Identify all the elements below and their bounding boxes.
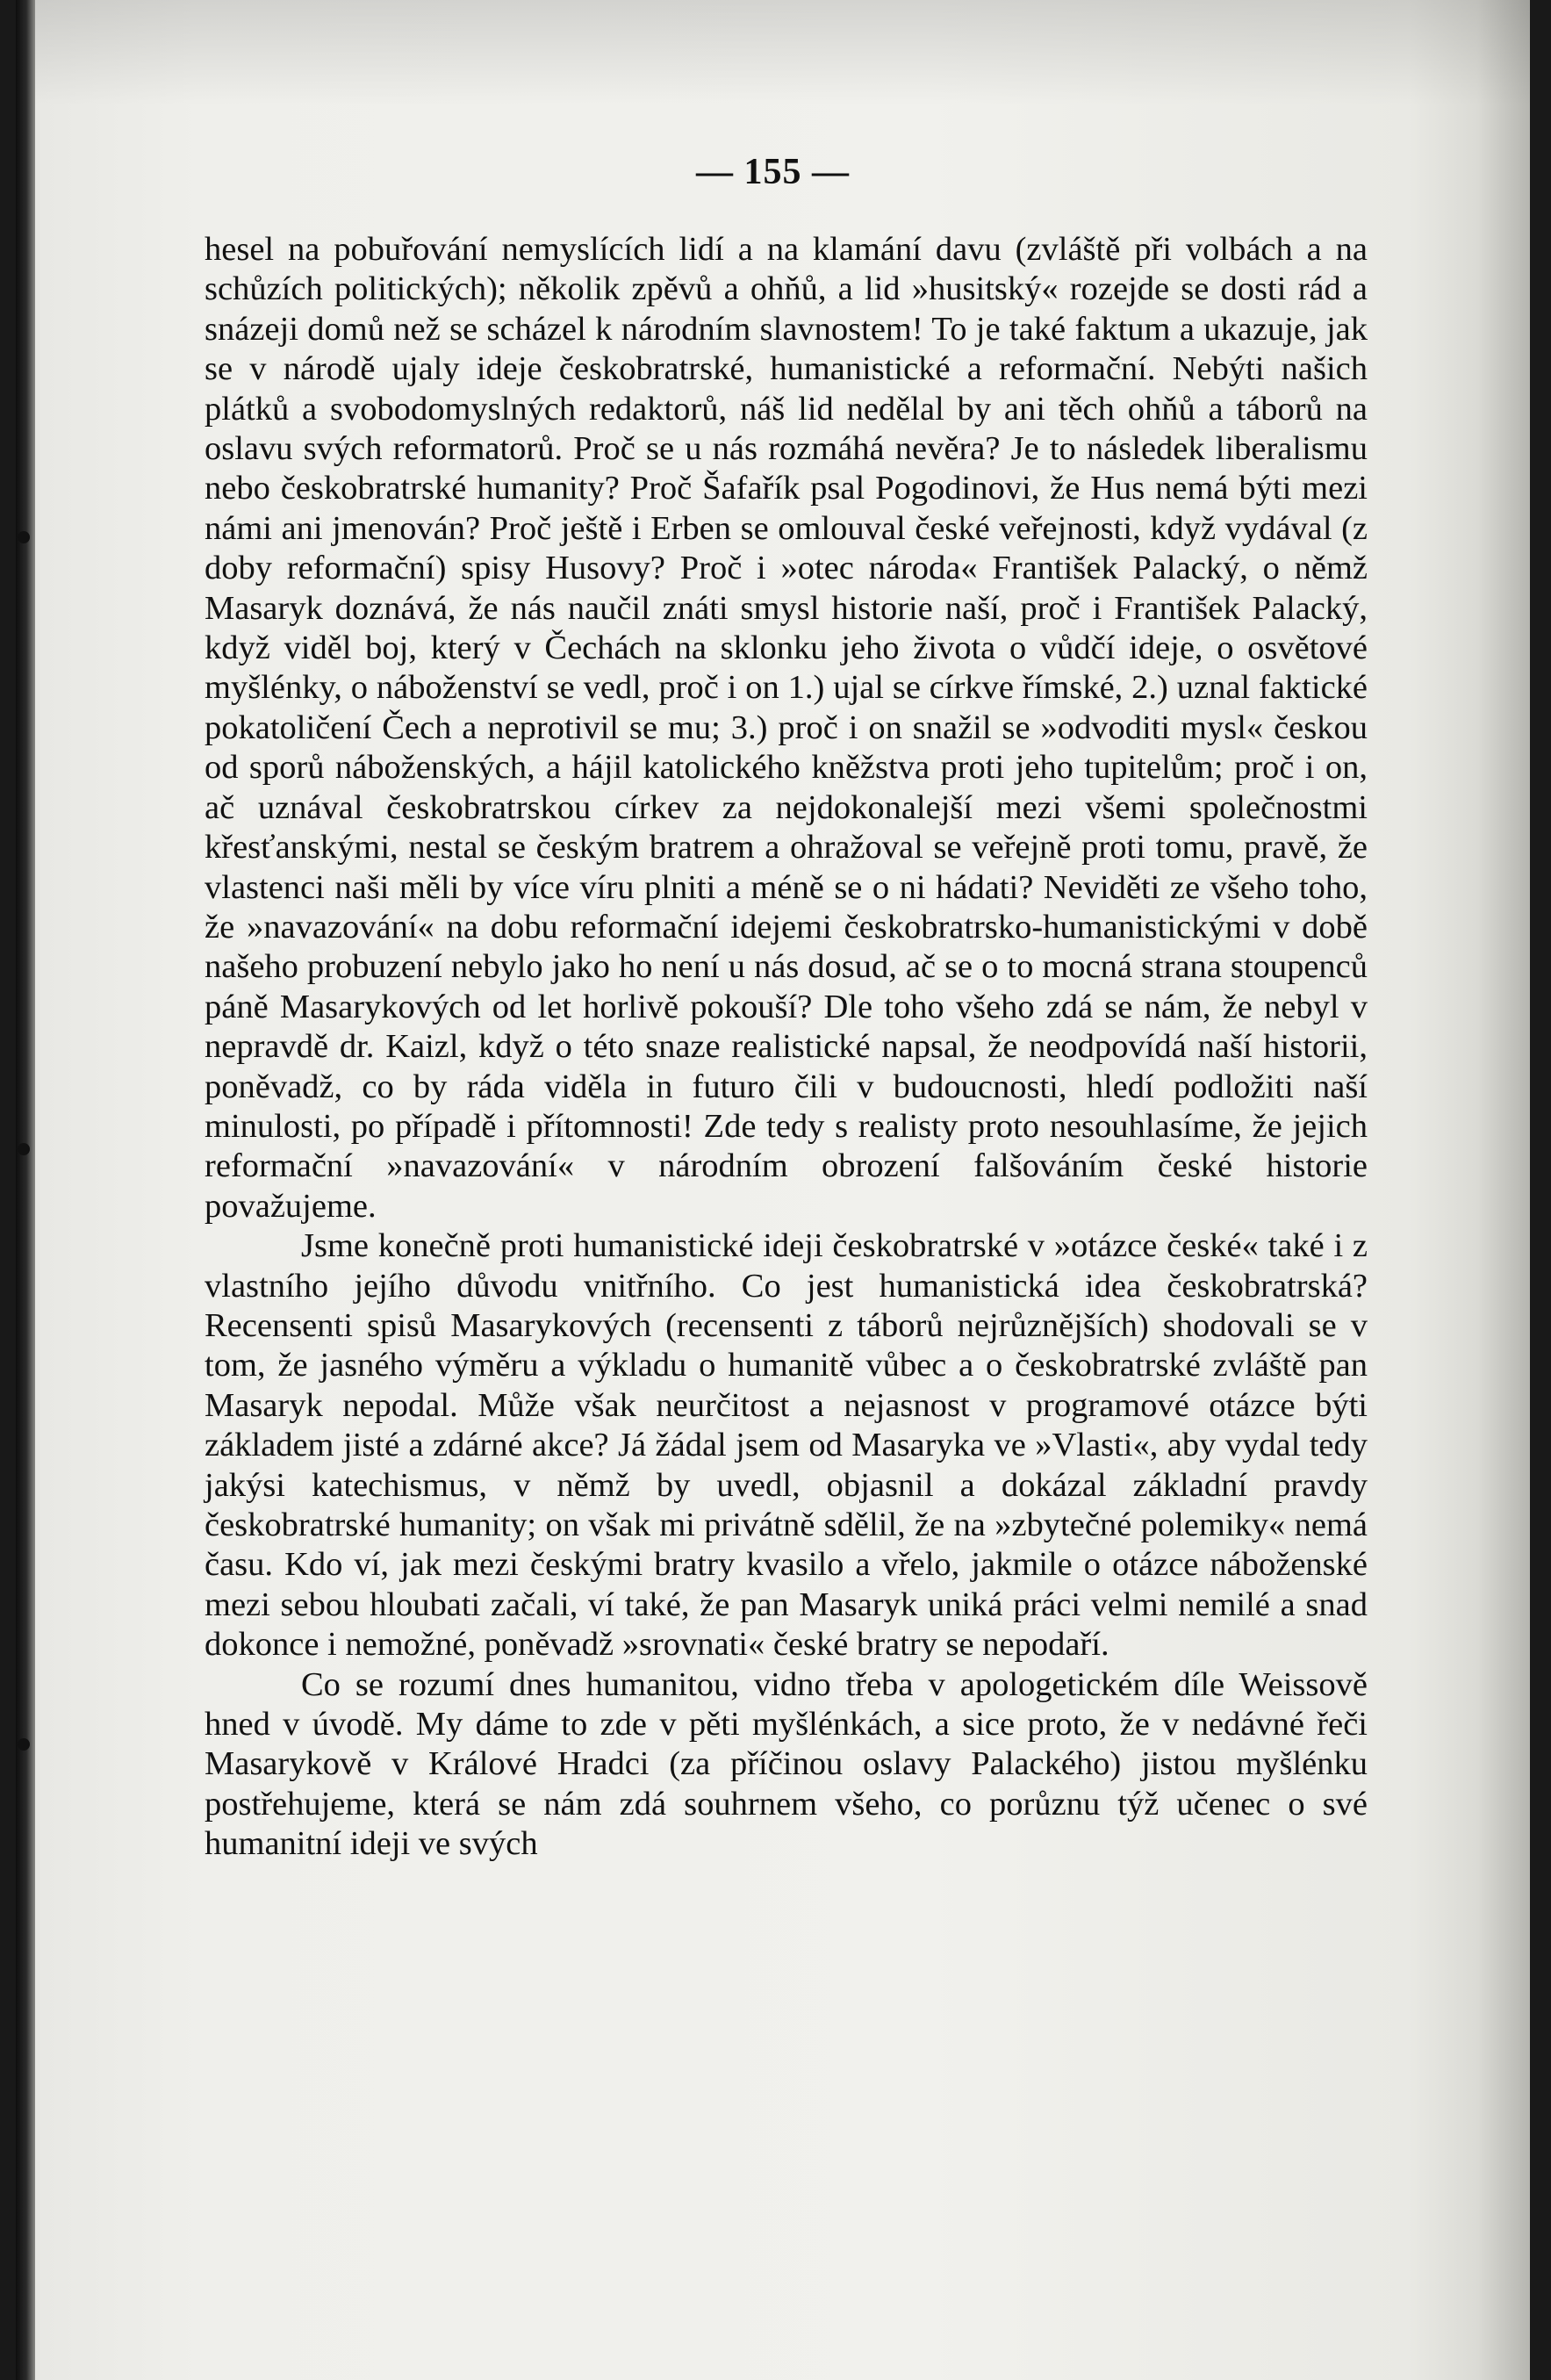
- binding-hole-mark: [18, 1143, 30, 1155]
- paragraph-2: Jsme konečně proti humanistické ideji českobratrské v »otázce české« také i z vlastního jejího důvodu vnitřního. Co jest humanistická idea českobratrská? Recensenti spisů Masarykových (recensenti z táborů nejrůznějších) shodovali se v tom, že jasného výměru a výkladu o humanitě vůbec a o českobratrské zvláště pan Masaryk nepodal. Může však neurčitost a nejasnost v programové otázce býti základem jisté a zdárné akce? Já žádal jsem od Masaryka ve »Vlasti«, aby vydal tedy jakýsi katechismus, v němž by uvedl, objasnil a dokázal základní pravdy českobratrské humanity; on však mi privátně sdělil, že na »zbytečné polemiky« nemá času. Kdo ví, jak mezi českými bratry kvasilo a vřelo, jakmile o otázce náboženské mezi sebou hloubati začali, ví také, že pan Masaryk uniká práci velmi nemilé a snad dokonce i nemožné, poněvadž »srovnati« české bratry se nepodaří.: [205, 1227, 1368, 1664]
- binding-hole-mark: [18, 531, 30, 543]
- body-text: [205, 230, 1368, 1865]
- scanned-book-page: [16, 0, 1530, 2380]
- paragraph-1: hesel na pobuřování nemyslících lidí a na klamání davu (zvláště při volbách a na schůzích politických); několik zpěvů a ohňů, a lid »husitský« rozejde se dosti rád a snázeji domů než se scházel k národním slavnostem! To je také faktum a ukazuje, jak se v národě ujaly ideje českobratrské, humanistické a reformační. Nebýti našich plátků a svobodomyslných redaktorů, náš lid nedělal by ani těch ohňů a táborů na oslavu svých reformatorů. Proč se u nás rozmáhá nevěra? Je to následek liberalismu nebo českobratrské humanity? Proč Šafařík psal Pogodinovi, že Hus nemá býti mezi námi ani jmenován? Proč ještě i Erben se omlouval české veřejnosti, když vydával (z doby reformační) spisy Husovy? Proč i »otec národa« František Palacký, o němž Masaryk doznává, že nás naučil znáti smysl historie naší, proč i František Palacký, když viděl boj, který v Čechách na sklonku jeho života o vůdčí ideje, o osvětové myšlénky, o náboženství se vedl, proč i on 1.) ujal se církve římské, 2.) uznal faktické pokatoličení Čech a neprotivil se mu; 3.) proč i on snažil se »odvoditi mysl« českou od sporů náboženských, a hájil katolického kněžstva proti jeho tupitelům; proč i on, ač uznával českobratrskou církev za nejdokonalejší mezi všemi společnostmi křesťanskými, nestal se českým bratrem a ohražoval se veřejně proti tomu, pravě, že vlastenci naši měli by více víru plniti a méně se o ni hádati? Neviděti ze všeho toho, že »navazování« na dobu reformační idejemi českobratrsko-humanistickými v době našeho probuzení nebylo jako ho není u nás dosud, ač se o to mocná strana stoupenců páně Masarykových od let horlivě pokouší? Dle toho všeho zdá se nám, že nebyl v nepravdě dr. Kaizl, když o této snaze realistické napsal, že neodpovídá naší historii, poněvadž, co by ráda viděla in futuro čili v budoucnosti, hledí podložiti naší minulosti, po případě i přítomnosti! Zde tedy s realisty proto nesouhlasíme, že jejich reformační »navazování« v národním obrození falšováním české historie považujeme.: [205, 231, 1368, 1225]
- paragraph-3: Co se rozumí dnes humanitou, vidno třeba v apologetickém díle Weissově hned v úvodě. My dáme to zde v pěti myšlénkách, a sice proto, že v nedávné řeči Masarykově v Králové Hradci (za příčinou oslavy Palackého) jistou myšlénku postřehujeme, která se nám zdá souhrnem všeho, co porůznu týž učenec o své humanitní ideji ve svých: [205, 1665, 1368, 1863]
- page-top-shading: [16, 0, 1530, 105]
- page-number: — 155 —: [696, 152, 850, 192]
- page-right-shading: [1477, 0, 1530, 2380]
- binding-hole-mark: [18, 1738, 30, 1751]
- page-binding-edge: [16, 0, 35, 2380]
